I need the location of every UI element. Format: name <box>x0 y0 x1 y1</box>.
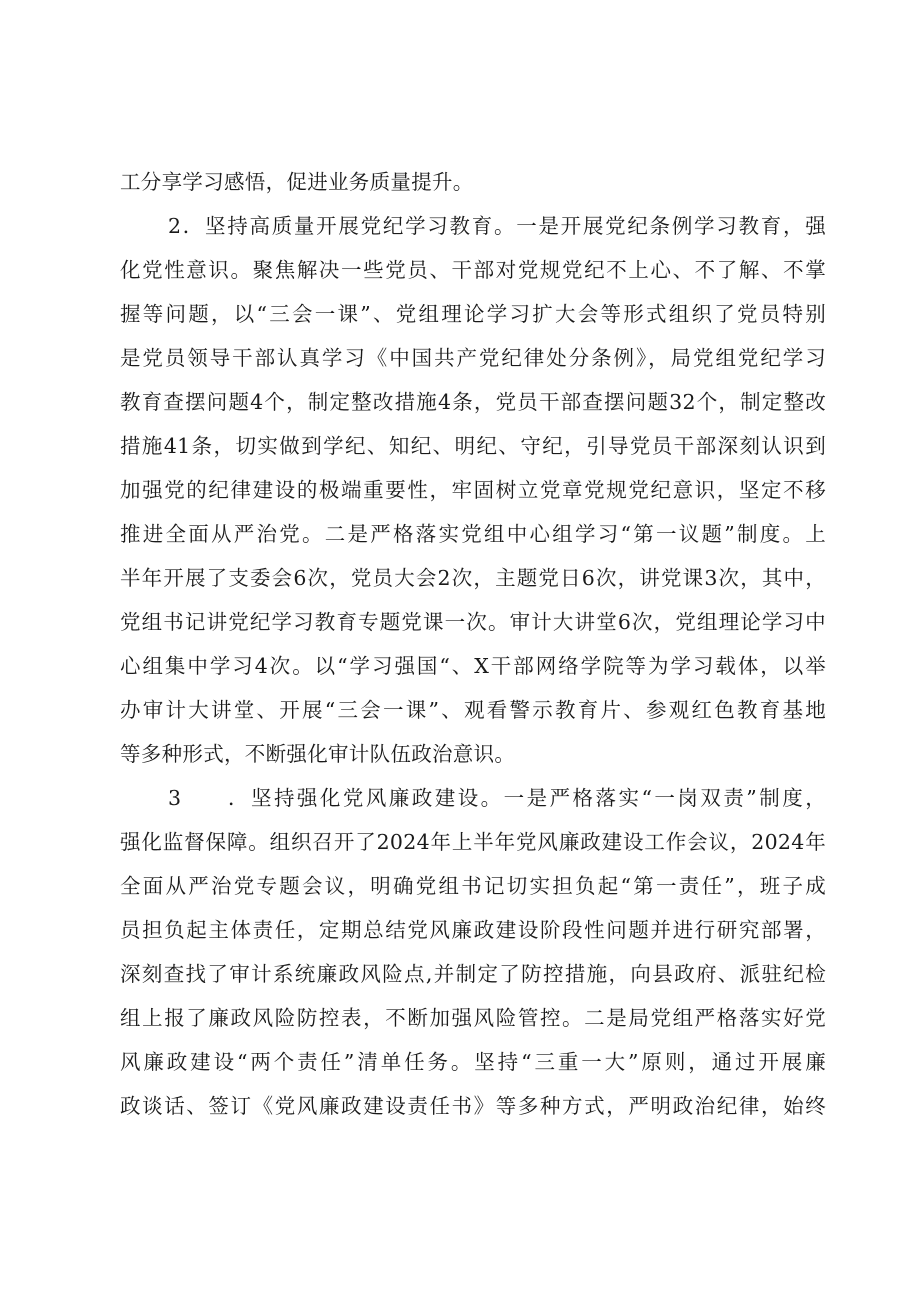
paragraph-line: 风廉政建设“两个责任”清单任务。坚持“三重一大”原则，通过开展廉 <box>120 1050 826 1074</box>
paragraph-line: 办审计大讲堂、开展“三会一课”、观看警示教育片、参观红色教育基地 <box>120 698 826 722</box>
paragraph-line: 等多种形式，不断强化审计队伍政治意识。 <box>120 742 516 766</box>
paragraph-line: 加强党的纪律建设的极端重要性，牢固树立党章党规党纪意识，坚定不移 <box>120 478 826 502</box>
paragraph-line: 深刻查找了审计系统廉政风险点,并制定了防控措施，向县政府、派驻纪检 <box>120 962 826 986</box>
section-3-number: 3 <box>168 786 182 810</box>
paragraph-line: 化党性意识。聚焦解决一些党员、干部对党规党纪不上心、不了解、不掌 <box>120 258 826 282</box>
paragraph-line: 推进全面从严治党。二是严格落实党组中心组学习“第一议题”制度。上 <box>120 522 826 546</box>
paragraph-line: 全面从严治党专题会议，明确党组书记切实担负起“第一责任”，班子成 <box>120 874 826 898</box>
paragraph-line: 心组集中学习4次。以“学习强国“、X干部网络学院等为学习载体，以举 <box>120 654 826 678</box>
paragraph-line: 握等问题，以“三会一课”、党组理论学习扩大会等形式组织了党员特别 <box>120 302 826 326</box>
paragraph-line: 强化监督保障。组织召开了2024年上半年党风廉政建设工作会议，2024年 <box>120 830 826 854</box>
paragraph-line: 党组书记讲党纪学习教育专题党课一次。审计大讲堂6次，党组理论学习中 <box>120 610 826 634</box>
section-3-heading-line: ．坚持强化党风廉政建设。一是严格落实“一岗双责”制度， <box>228 786 826 810</box>
paragraph-line: 教育查摆问题4个，制定整改措施4条，党员干部查摆问题32个，制定整改 <box>120 390 826 414</box>
paragraph-line: 措施41条，切实做到学纪、知纪、明纪、守纪，引导党员干部深刻认识到 <box>120 434 826 458</box>
paragraph-line: 是党员领导干部认真学习《中国共产党纪律处分条例》，局党组党纪学习 <box>120 346 826 370</box>
paragraph-line: 政谈话、签订《党风廉政建设责任书》等多种方式，严明政治纪律，始终 <box>120 1094 826 1118</box>
section-2-heading-line: 2．坚持高质量开展党纪学习教育。一是开展党纪条例学习教育，强 <box>168 214 826 238</box>
paragraph-line: 工分享学习感悟，促进业务质量提升。 <box>120 170 474 194</box>
paragraph-line: 员担负起主体责任，定期总结党风廉政建设阶段性问题并进行研究部署， <box>120 918 826 942</box>
paragraph-line: 组上报了廉政风险防控表，不断加强风险管控。二是局党组严格落实好党 <box>120 1006 826 1030</box>
paragraph-line: 半年开展了支委会6次，党员大会2次，主题党日6次，讲党课3次，其中， <box>120 566 826 590</box>
